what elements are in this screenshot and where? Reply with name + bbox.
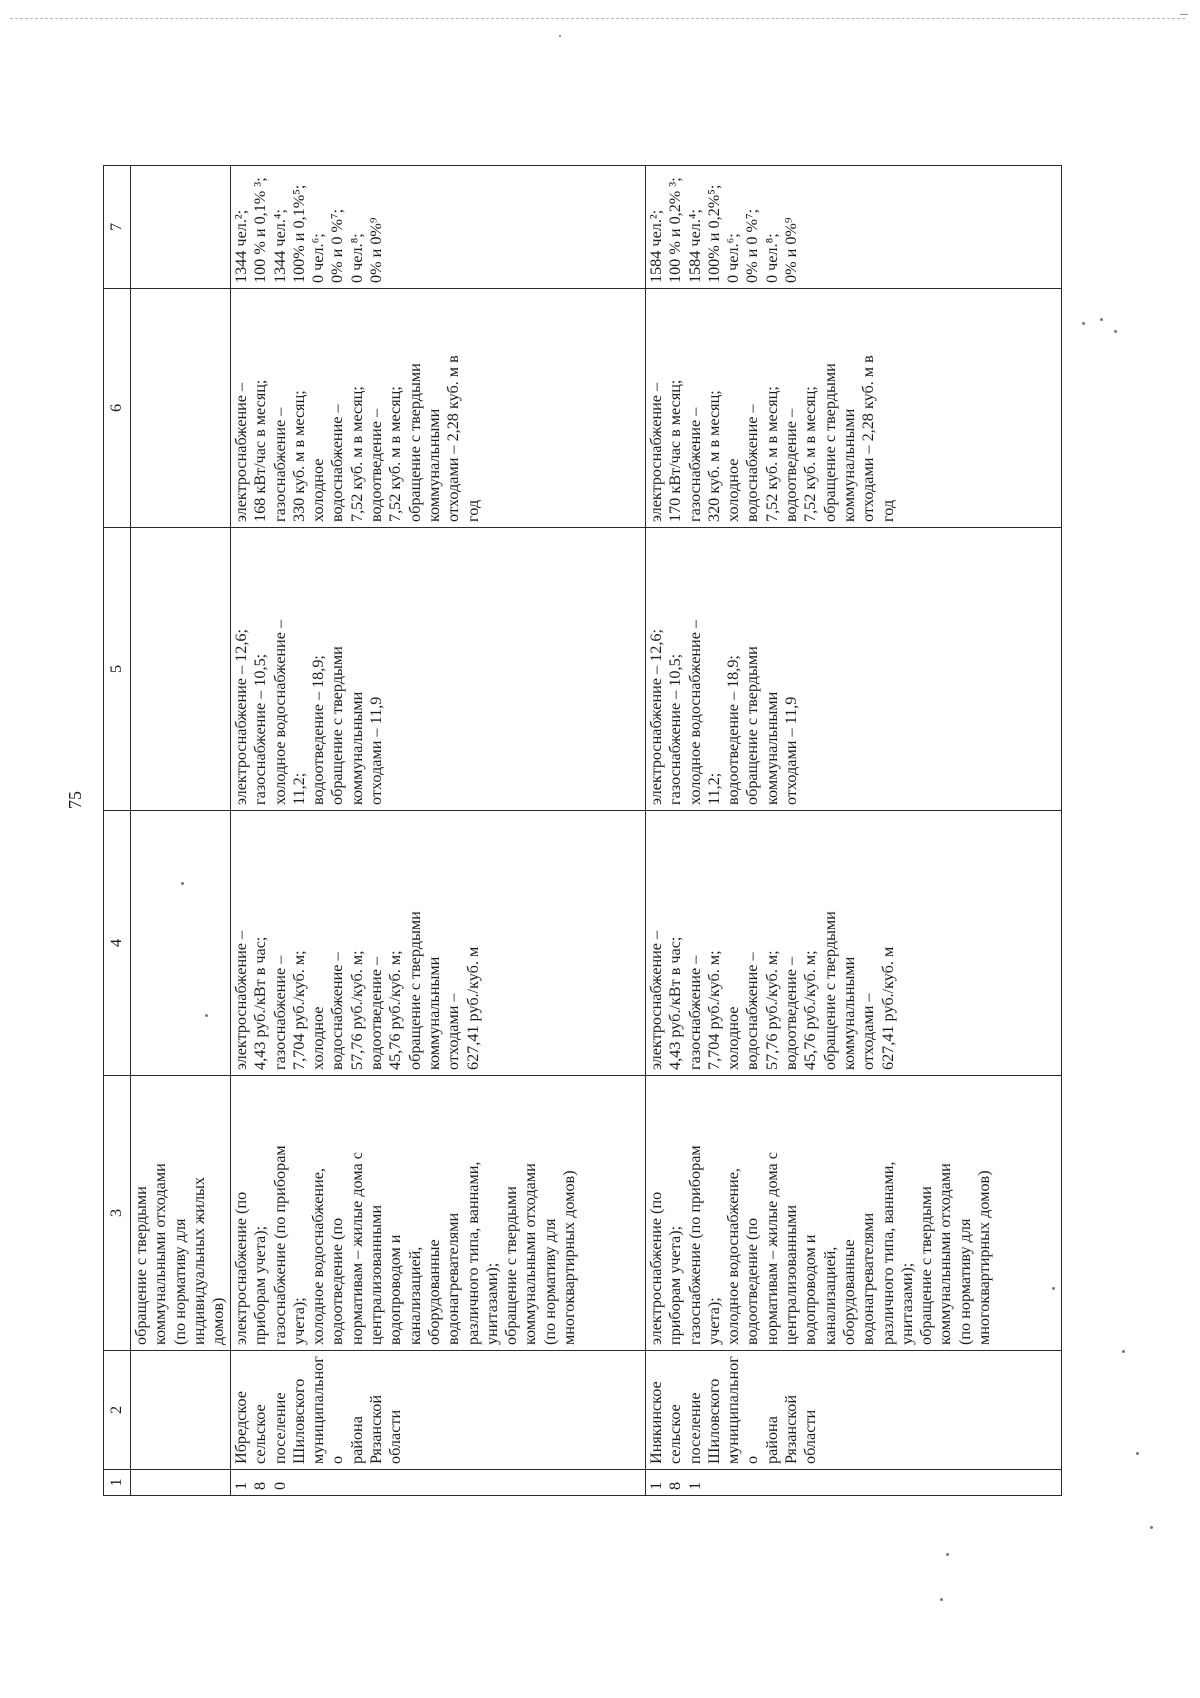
services-cell: электроснабжение (по приборам учета); газоснабжение (по приборам учета); холодное водоснабжение, водоотведение (по нормативам – жилые дома с централизованными водопроводом и канализацией, оборудованные водонагревателями различного типа, ваннами, унитазами); обращение с твердыми коммунальными отходами (по нормативу для многоквартирных домов) — [646, 1076, 1062, 1351]
row-number-cell: 181 — [646, 1470, 1062, 1496]
scan-speck — [1122, 1350, 1125, 1353]
column-header: 4 — [104, 811, 131, 1076]
population-cell: 1584 чел.²; 100 % и 0,2% ³; 1584 чел.⁴; 100% и 0,2%⁵; 0 чел.⁶; 0% и 0 %⁷; 0 чел.⁸; 0% и 0%⁹ — [646, 166, 1062, 289]
volumes-cell: электроснабжение – 168 кВт/час в месяц; газоснабжение – 330 куб. м в месяц; холодное водоснабжение – 7,52 куб. м в месяц; водоотведение – 7,52 куб. м в месяц; обращение с твердыми коммунальными отходами – 2,28 куб. м в год — [231, 289, 646, 528]
scan-speck — [1136, 1452, 1139, 1455]
table-row-180 — [231, 166, 646, 1496]
increase-cell: электроснабжение – 12,6; газоснабжение – 10,5; холодное водоснабжение – 11,2; водоотведение – 18,9; обращение с твердыми коммунальными отходами – 11,9 — [231, 528, 646, 811]
row-number-cell — [131, 1470, 231, 1496]
population-cell: 1344 чел.²; 100 % и 0,1% ³; 1344 чел.⁴; 100% и 0,1%⁵; 0 чел.⁶; 0% и 0 %⁷; 0 чел.⁸; 0% и 0%⁹ — [231, 166, 646, 289]
page-number: 75 — [65, 791, 85, 809]
utilities-table — [103, 165, 1062, 1496]
settlement-cell: Инякинское сельское поселение Шиловского муниципального района Рязанской области — [646, 1351, 1062, 1470]
volumes-cell — [131, 289, 231, 528]
column-header: 6 — [104, 289, 131, 528]
tariffs-cell: электроснабжение – 4,43 руб./кВт в час; газоснабжение – 7,704 руб./куб. м; холодное водоснабжение – 57,76 руб./куб. м; водоотведение – 45,76 руб./куб. м; обращение с твердыми коммунальными отходами – 627,41 руб./куб. м — [646, 811, 1062, 1076]
column-header: 7 — [104, 166, 131, 289]
table-row-181 — [646, 166, 1062, 1496]
scan-speck — [205, 1014, 208, 1017]
increase-cell: электроснабжение – 12,6; газоснабжение – 10,5; холодное водоснабжение – 11,2; водоотведение – 18,9; обращение с твердыми коммунальными отходами – 11,9 — [646, 528, 1062, 811]
scan-speck — [1114, 330, 1117, 333]
settlement-cell: Ибредское сельское поселение Шиловского муниципального района Рязанской области — [231, 1351, 646, 1470]
tariffs-cell — [131, 811, 231, 1076]
column-number-row — [104, 166, 131, 1496]
increase-cell — [131, 528, 231, 811]
column-header: 1 — [104, 1470, 131, 1496]
scan-speck — [946, 1553, 949, 1556]
volumes-cell: электроснабжение – 170 кВт/час в месяц; газоснабжение – 320 куб. м в месяц; холодное водоснабжение – 7,52 куб. м в месяц; водоотведение – 7,52 куб. м в месяц; обращение с твердыми коммунальными отходами – 2,28 куб. м в год — [646, 289, 1062, 528]
scan-speck — [1100, 318, 1103, 321]
scan-speck — [181, 882, 184, 885]
scan-speck — [940, 1598, 943, 1601]
services-cell: электроснабжение (по приборам учета); газоснабжение (по приборам учета); холодное водоснабжение, водоотведение (по нормативам – жилые дома с централизованными водопроводом и канализацией, оборудованные водонагревателями различного типа, ваннами, унитазами); обращение с твердыми коммунальными отходами (по нормативу для многоквартирных домов) — [231, 1076, 646, 1351]
row-number-cell: 180 — [231, 1470, 646, 1496]
table-row-continuation — [131, 166, 231, 1496]
scan-speck — [1052, 1287, 1055, 1290]
scan-edge-tick — [1180, 14, 1188, 21]
scan-edge-line — [10, 18, 1185, 19]
scan-speck — [1150, 1526, 1153, 1529]
scan-speck — [1082, 322, 1085, 325]
settlement-cell — [131, 1351, 231, 1470]
column-header: 3 — [104, 1076, 131, 1351]
column-header: 2 — [104, 1351, 131, 1470]
scan-speck — [559, 35, 561, 37]
tariffs-cell: электроснабжение – 4,43 руб./кВт в час; газоснабжение – 7,704 руб./куб. м; холодное водоснабжение – 57,76 руб./куб. м; водоотведение – 45,76 руб./куб. м; обращение с твердыми коммунальными отходами – 627,41 руб./куб. м — [231, 811, 646, 1076]
services-cell: обращение с твердыми коммунальными отходами (по нормативу для индивидуальных жилых домов) — [131, 1076, 231, 1351]
population-cell — [131, 166, 231, 289]
column-header: 5 — [104, 528, 131, 811]
